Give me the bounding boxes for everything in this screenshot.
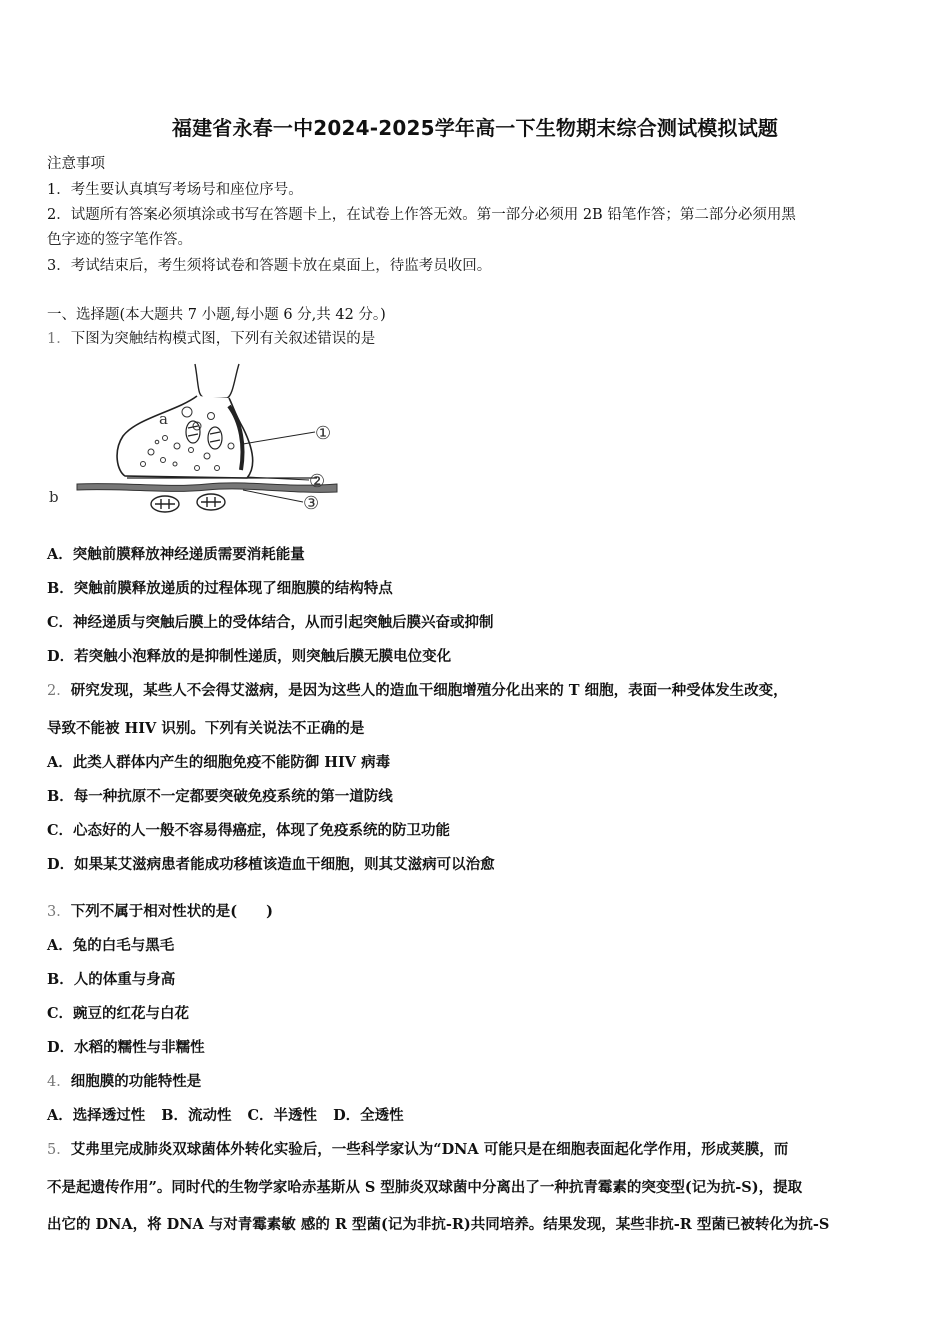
page-title: 福建省永春一中2024-2025学年高一下生物期末综合测试模拟试题	[171, 116, 779, 140]
notice-item: 2．试题所有答案必须填涂或书写在答题卡上，在试卷上作答无效。第一部分必须用 2B 铅笔作答；第二部分必须用黑	[47, 207, 796, 223]
option-item: B．突触前膜释放递质的过程体现了细胞膜的结构特点	[47, 580, 393, 597]
question-text: 研究发现，某些人不会得艾滋病，是因为这些人的造血干细胞增殖分化出来的 T 细胞，表面一种受体发生改变，	[70, 682, 788, 699]
label-b: b	[49, 488, 59, 506]
question-2-stem	[47, 679, 788, 700]
option-item: D．全透性	[333, 1107, 404, 1124]
notice-item: 3．考试结束后，考生须将试卷和答题卡放在桌面上，待监考员收回。	[47, 258, 492, 274]
postsynaptic-membrane	[77, 483, 337, 492]
marker-1: ①	[315, 423, 332, 444]
option-item: B．每一种抗原不一定都要突破免疫系统的第一道防线	[47, 788, 393, 805]
question-number: 1．	[47, 331, 71, 347]
question-text: 导致不能被 HIV 识别。下列有关说法不正确的是	[47, 720, 365, 737]
option-item: C．神经递质与突触后膜上的受体结合，从而引起突触后膜兴奋或抑制	[47, 614, 494, 631]
question-text: 下列不属于相对性状的是( )	[70, 903, 273, 920]
question-3-stem	[47, 900, 273, 921]
option-item: A．突触前膜释放神经递质需要消耗能量	[47, 546, 305, 563]
section-heading: 一、选择题(本大题共 7 小题,每小题 6 分,共 42 分。)	[47, 307, 386, 323]
question-number: 3．	[47, 904, 71, 920]
option-item: B．流动性	[161, 1107, 232, 1124]
option-item: D．若突触小泡释放的是抑制性递质，则突触后膜无膜电位变化	[47, 648, 452, 665]
postsynaptic-mitochondria	[151, 494, 225, 512]
question-text: 细胞膜的功能特性是	[70, 1073, 202, 1090]
notice-item: 1．考生要认真填写考场号和座位序号。	[47, 182, 303, 198]
option-item: C．心态好的人一般不容易得癌症，体现了免疫系统的防卫功能	[47, 822, 451, 839]
marker-2: ②	[309, 471, 326, 492]
label-a: a	[159, 410, 168, 428]
option-item: A．此类人群体内产生的细胞免疫不能防御 HIV 病毒	[47, 754, 391, 771]
question-text: 出它的 DNA，将 DNA 与对青霉素敏 感的 R 型菌(记为非抗-R)共同培养。结果发现，某些非抗-R 型菌已被转化为抗-S	[47, 1216, 830, 1233]
leader-line-1	[243, 432, 315, 444]
option-item: A．兔的白毛与黑毛	[47, 937, 175, 954]
question-text: 艾弗里完成肺炎双球菌体外转化实验后，一些科学家认为“DNA 可能只是在细胞表面起化学作用，形成荚膜，而	[70, 1141, 789, 1158]
notice-heading: 注意事项	[47, 156, 105, 172]
notice-item: 色字迹的签字笔作答。	[47, 232, 192, 248]
option-item: A．选择透过性	[47, 1107, 146, 1124]
option-item: D．如果某艾滋病患者能成功移植该造血干细胞，则其艾滋病可以治愈	[47, 856, 495, 873]
option-item: C．豌豆的红花与白花	[47, 1005, 190, 1022]
question-number: 4．	[47, 1074, 71, 1090]
question-number: 5．	[47, 1142, 71, 1158]
question-5-stem	[47, 1138, 788, 1159]
marker-3: ③	[303, 493, 320, 514]
question-number: 2．	[47, 683, 71, 699]
option-item: C．半透性	[247, 1107, 318, 1124]
question-1-stem	[47, 327, 375, 348]
option-item: D．水稻的糯性与非糯性	[47, 1039, 205, 1056]
option-row	[47, 1104, 420, 1125]
question-4-stem	[47, 1070, 201, 1091]
axon-outline	[195, 364, 239, 398]
question-text: 下图为突触结构模式图，下列有关叙述错误的是	[70, 331, 376, 347]
synapse-diagram	[47, 356, 347, 521]
option-item: B．人的体重与身高	[47, 971, 176, 988]
question-text: 不是起遗传作用”。同时代的生物学家哈赤基斯从 S 型肺炎双球菌中分离出了一种抗青霉素的突变型(记为抗-S)，提取	[47, 1179, 803, 1196]
